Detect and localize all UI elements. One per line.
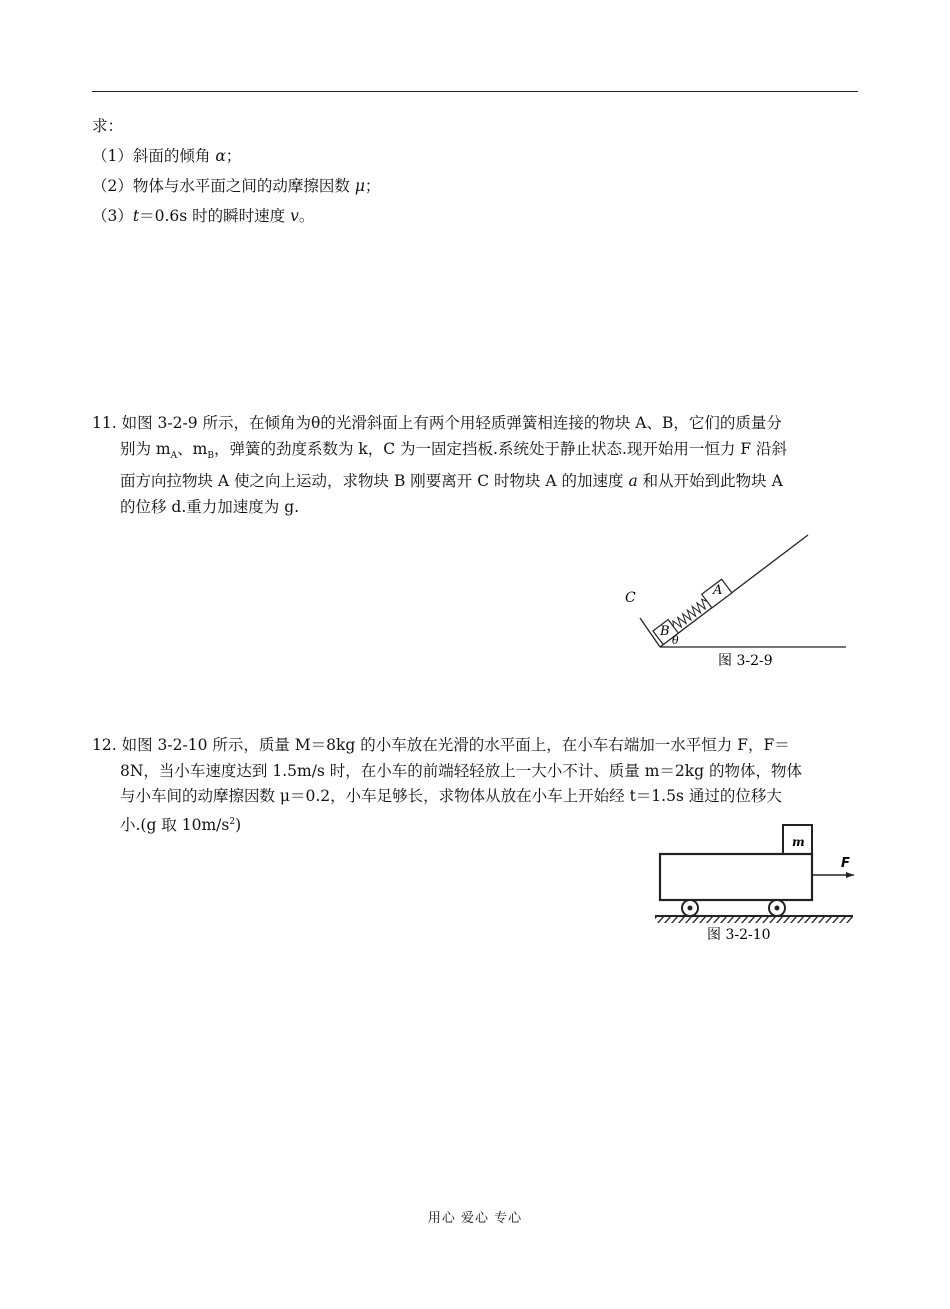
q12-line-3: 与小车间的动摩擦因数 μ＝0.2，小车足够长，求物体从放在小车上开始经 t＝1.5s 通过的位移大 bbox=[120, 787, 782, 805]
label-theta: θ bbox=[672, 634, 679, 647]
variable: t bbox=[132, 207, 140, 225]
label-b: B bbox=[660, 624, 670, 639]
variable: v bbox=[290, 207, 299, 225]
question-text: 物体与水平面之间的动摩擦因数 bbox=[132, 177, 355, 195]
question-number: （1） bbox=[92, 147, 133, 165]
question-text: ＝0.6s 时的瞬时速度 bbox=[139, 207, 291, 225]
punct: ； bbox=[364, 177, 381, 195]
intro-text: 求： bbox=[92, 117, 124, 135]
question-number: 11. bbox=[92, 414, 117, 432]
question-number: （3） bbox=[92, 207, 133, 225]
q12-line-4a: 小.(g 取 10m/s bbox=[120, 815, 230, 834]
label-f: F bbox=[841, 856, 850, 871]
q11-line-2b: 、m bbox=[177, 439, 208, 458]
subscript: A bbox=[170, 450, 178, 461]
label-m: m bbox=[792, 835, 805, 849]
q11-line-2a: 别为 m bbox=[120, 439, 171, 458]
q11-line-4: 的位移 d.重力加速度为 g. bbox=[120, 497, 300, 516]
question-1 bbox=[92, 145, 241, 167]
q12-line-1: 如图 3-2-10 所示，质量 M＝8kg 的小车放在光滑的水平面上，在小车右端加一水平恒力 F，F＝ bbox=[116, 736, 790, 754]
punct: 。 bbox=[298, 207, 315, 225]
arrow-head bbox=[846, 872, 854, 878]
incline-line bbox=[660, 535, 808, 647]
question-11 bbox=[92, 411, 862, 520]
q12-line-2: 8N，当小车速度达到 1.5m/s 时，在小车的前端轻轻放上一大小不计、质量 m＝2kg 的物体，物体 bbox=[120, 761, 803, 780]
variable: α bbox=[215, 147, 226, 165]
q12-line-4b: ) bbox=[235, 815, 242, 834]
subscript: B bbox=[207, 450, 214, 461]
punct: ； bbox=[225, 147, 242, 165]
header-rule bbox=[92, 91, 858, 92]
label-a: A bbox=[713, 583, 723, 598]
superscript: 2 bbox=[229, 816, 236, 827]
figure-3-2-9 bbox=[610, 528, 860, 673]
variable: μ bbox=[354, 177, 365, 195]
label-c: C bbox=[625, 590, 636, 606]
page-footer: 用心 爱心 专心 bbox=[427, 1211, 523, 1226]
figure-3-2-10 bbox=[650, 820, 860, 948]
axle-left bbox=[688, 906, 693, 911]
q11-line-3b: 和从开始到此物块 A bbox=[637, 472, 783, 491]
caption-3-2-9: 图 3-2-9 bbox=[718, 653, 773, 669]
question-text: 斜面的倾角 bbox=[132, 147, 216, 165]
q11-line-2c: ，弹簧的劲度系数为 k，C 为一固定挡板.系统处于静止状态.现开始用一恒力 F 沿斜 bbox=[213, 439, 788, 458]
question-3 bbox=[92, 205, 314, 227]
ground-hatching bbox=[655, 916, 853, 923]
q11-line-1: 如图 3-2-9 所示，在倾角为θ的光滑斜面上有两个用轻质弹簧相连接的物块 A、B，它们的质量分 bbox=[116, 414, 782, 432]
cart-body bbox=[660, 854, 812, 900]
variable: a bbox=[628, 472, 638, 491]
q11-line-3a: 面方向拉物块 A 使之向上运动，求物块 B 刚要离开 C 时物块 A 的加速度 bbox=[120, 472, 629, 491]
question-number: 12. bbox=[92, 736, 117, 754]
axle-right bbox=[775, 906, 780, 911]
question-number: （2） bbox=[92, 177, 133, 195]
question-2 bbox=[92, 175, 380, 197]
caption-3-2-10: 图 3-2-10 bbox=[707, 927, 771, 943]
